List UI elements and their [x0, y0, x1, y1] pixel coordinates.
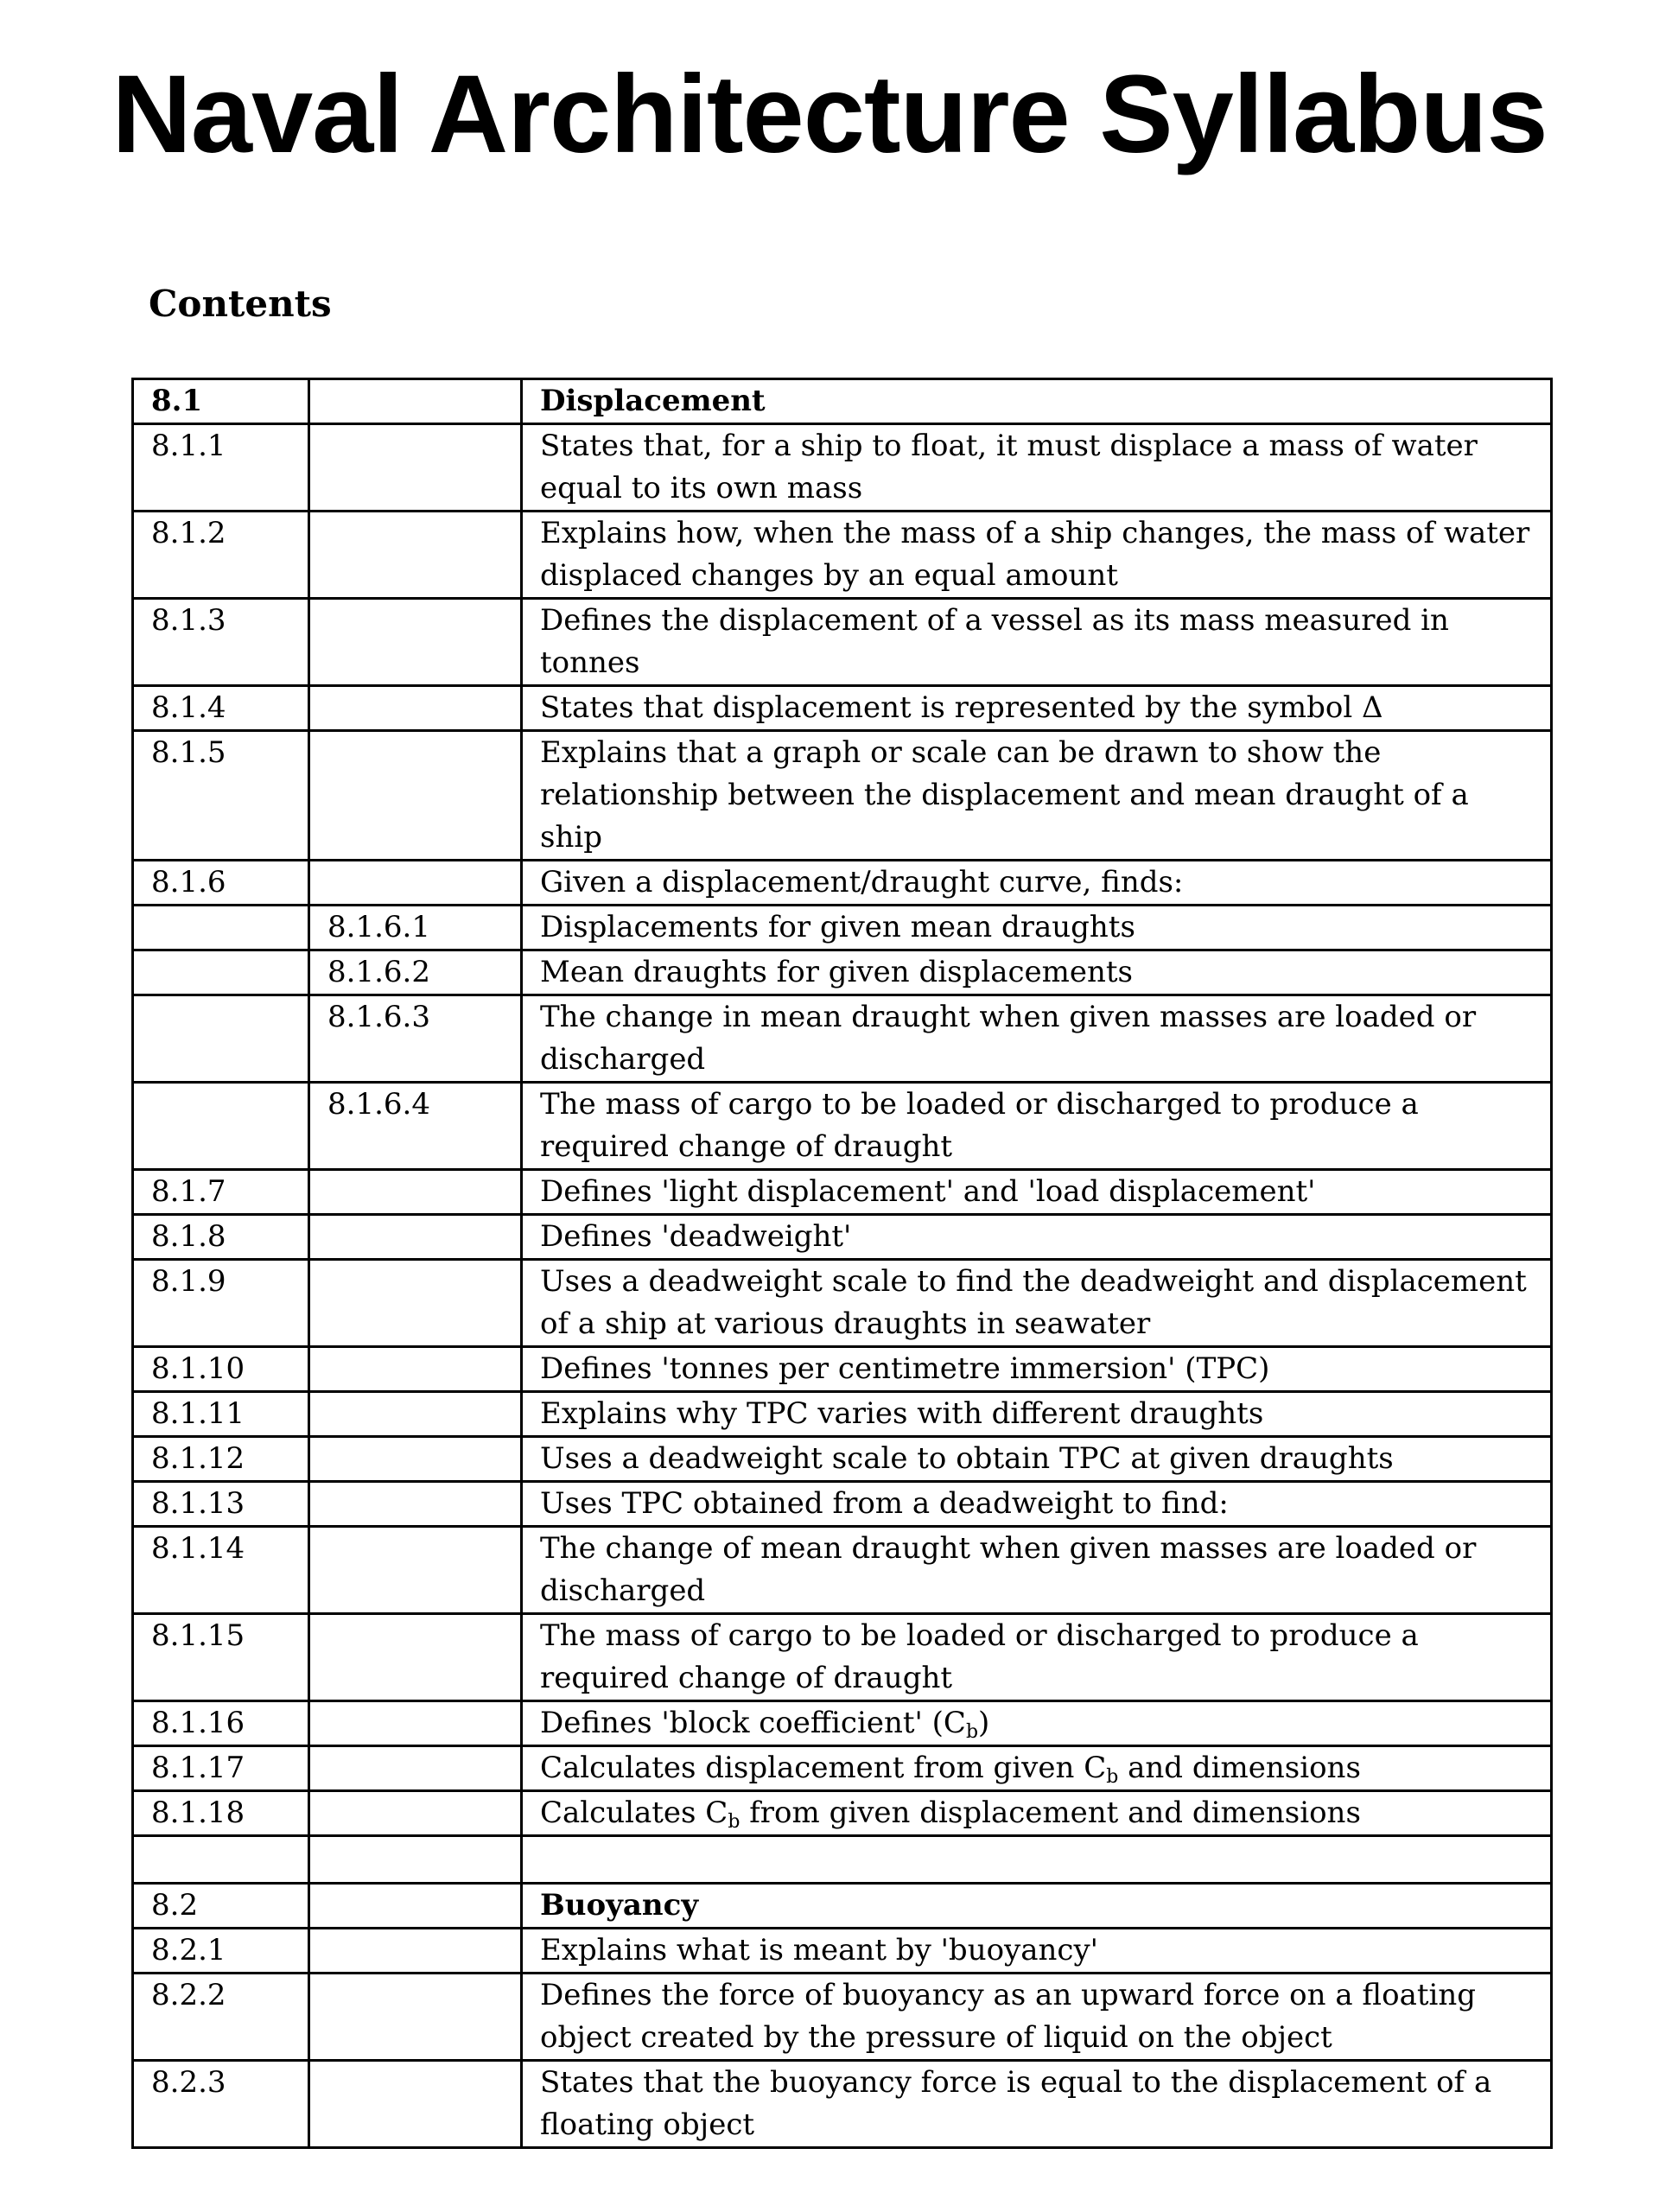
syllabus-item-text: States that displacement is represented by the symbol Δ — [522, 686, 1552, 731]
table-row — [133, 1974, 1552, 2061]
subsection-number — [309, 1701, 522, 1746]
table-row — [133, 861, 1552, 906]
table-row — [133, 1884, 1552, 1929]
section-number: 8.1.4 — [133, 686, 309, 731]
subsection-number — [309, 1974, 522, 2061]
syllabus-item-text: Displacement — [522, 379, 1552, 424]
subsection-number — [309, 1482, 522, 1527]
section-number: 8.2.1 — [133, 1929, 309, 1974]
syllabus-item-text: Explains what is meant by 'buoyancy' — [522, 1929, 1552, 1974]
table-row — [133, 424, 1552, 512]
section-number: 8.1.12 — [133, 1437, 309, 1482]
table-row — [133, 599, 1552, 686]
table-row — [133, 686, 1552, 731]
syllabus-item-text: Explains why TPC varies with different draughts — [522, 1392, 1552, 1437]
subsection-number — [309, 379, 522, 424]
table-row — [133, 2061, 1552, 2148]
subsection-number — [309, 686, 522, 731]
subsection-number: 8.1.6.1 — [309, 906, 522, 950]
syllabus-item-text: The mass of cargo to be loaded or discharged to produce a required change of draught — [522, 1083, 1552, 1170]
section-number: 8.1.11 — [133, 1392, 309, 1437]
subscript: b — [1106, 1766, 1119, 1788]
subsection-number — [309, 1836, 522, 1884]
syllabus-item-text: Defines 'tonnes per centimetre immersion' (TPC) — [522, 1347, 1552, 1392]
text-part: Defines 'block coefficient' (C — [540, 1706, 966, 1740]
subscript: b — [728, 1811, 741, 1833]
syllabus-item-text: Defines 'deadweight' — [522, 1215, 1552, 1260]
syllabus-item-text: The mass of cargo to be loaded or discharged to produce a required change of draught — [522, 1614, 1552, 1701]
subsection-number — [309, 1347, 522, 1392]
section-number — [133, 950, 309, 995]
syllabus-table-body — [133, 379, 1552, 2148]
section-number: 8.1.1 — [133, 424, 309, 512]
table-row — [133, 1260, 1552, 1347]
subsection-number — [309, 1746, 522, 1791]
table-row — [133, 512, 1552, 599]
syllabus-item-text: States that, for a ship to float, it must displace a mass of water equal to its own mass — [522, 424, 1552, 512]
section-number — [133, 906, 309, 950]
subsection-number — [309, 1884, 522, 1929]
section-number: 8.1.3 — [133, 599, 309, 686]
subsection-number — [309, 1437, 522, 1482]
subsection-number — [309, 861, 522, 906]
syllabus-item-text: Displacements for given mean draughts — [522, 906, 1552, 950]
contents-heading: Contents — [149, 283, 332, 325]
subsection-number: 8.1.6.3 — [309, 995, 522, 1083]
subsection-number — [309, 2061, 522, 2148]
text-part: from given displacement and dimensions — [740, 1796, 1361, 1830]
syllabus-item-text: The change of mean draught when given masses are loaded or discharged — [522, 1527, 1552, 1614]
section-number: 8.2.2 — [133, 1974, 309, 2061]
text-part: and dimensions — [1118, 1751, 1361, 1785]
syllabus-item-text: Given a displacement/draught curve, finds: — [522, 861, 1552, 906]
section-number: 8.1.2 — [133, 512, 309, 599]
table-row — [133, 731, 1552, 861]
table-row — [133, 1746, 1552, 1791]
syllabus-item-text — [522, 1746, 1552, 1791]
section-number: 8.1.9 — [133, 1260, 309, 1347]
section-number: 8.1.6 — [133, 861, 309, 906]
table-row — [133, 1791, 1552, 1836]
syllabus-item-text: Defines 'light displacement' and 'load displacement' — [522, 1170, 1552, 1215]
subsection-number — [309, 512, 522, 599]
section-number: 8.1.17 — [133, 1746, 309, 1791]
table-row — [133, 1215, 1552, 1260]
syllabus-item-text: Uses TPC obtained from a deadweight to find: — [522, 1482, 1552, 1527]
subsection-number: 8.1.6.4 — [309, 1083, 522, 1170]
section-number: 8.1.18 — [133, 1791, 309, 1836]
syllabus-item-text: Explains how, when the mass of a ship changes, the mass of water displaced changes by an equal amount — [522, 512, 1552, 599]
section-number: 8.1.7 — [133, 1170, 309, 1215]
syllabus-item-text: Buoyancy — [522, 1884, 1552, 1929]
syllabus-item-text — [522, 1836, 1552, 1884]
subsection-number: 8.1.6.2 — [309, 950, 522, 995]
table-row — [133, 1392, 1552, 1437]
section-number: 8.2 — [133, 1884, 309, 1929]
syllabus-item-text: Uses a deadweight scale to find the deadweight and displacement of a ship at various draughts in seawater — [522, 1260, 1552, 1347]
section-number: 8.1.15 — [133, 1614, 309, 1701]
table-row — [133, 995, 1552, 1083]
subsection-number — [309, 1215, 522, 1260]
syllabus-item-text: States that the buoyancy force is equal to the displacement of a floating object — [522, 2061, 1552, 2148]
syllabus-item-text: Uses a deadweight scale to obtain TPC at given draughts — [522, 1437, 1552, 1482]
subsection-number — [309, 731, 522, 861]
table-row — [133, 1614, 1552, 1701]
section-number — [133, 995, 309, 1083]
subsection-number — [309, 424, 522, 512]
subsection-number — [309, 1614, 522, 1701]
table-row — [133, 1527, 1552, 1614]
table-row — [133, 1347, 1552, 1392]
section-number: 8.1.8 — [133, 1215, 309, 1260]
text-part: ) — [978, 1706, 990, 1740]
syllabus-item-text: The change in mean draught when given masses are loaded or discharged — [522, 995, 1552, 1083]
syllabus-item-text: Defines the force of buoyancy as an upward force on a floating object created by the pressure of liquid on the object — [522, 1974, 1552, 2061]
section-number: 8.1.16 — [133, 1701, 309, 1746]
table-row — [133, 1170, 1552, 1215]
section-number: 8.2.3 — [133, 2061, 309, 2148]
syllabus-item-text: Explains that a graph or scale can be drawn to show the relationship between the displacement and mean draught of a ship — [522, 731, 1552, 861]
table-row — [133, 379, 1552, 424]
section-number — [133, 1836, 309, 1884]
section-number: 8.1.13 — [133, 1482, 309, 1527]
section-number — [133, 1083, 309, 1170]
subsection-number — [309, 1392, 522, 1437]
section-number: 8.1 — [133, 379, 309, 424]
subsection-number — [309, 1260, 522, 1347]
table-row — [133, 1083, 1552, 1170]
subsection-number — [309, 1170, 522, 1215]
section-number: 8.1.10 — [133, 1347, 309, 1392]
table-row — [133, 1701, 1552, 1746]
syllabus-item-text — [522, 1791, 1552, 1836]
table-row — [133, 950, 1552, 995]
syllabus-item-text — [522, 1701, 1552, 1746]
page-title: Naval Architecture Syllabus — [111, 53, 1548, 176]
syllabus-table — [131, 378, 1553, 2149]
table-row — [133, 1929, 1552, 1974]
table-row — [133, 1437, 1552, 1482]
subsection-number — [309, 1791, 522, 1836]
table-row — [133, 906, 1552, 950]
syllabus-item-text: Mean draughts for given displacements — [522, 950, 1552, 995]
text-part: Calculates displacement from given C — [540, 1751, 1107, 1785]
syllabus-item-text: Defines the displacement of a vessel as its mass measured in tonnes — [522, 599, 1552, 686]
table-row — [133, 1482, 1552, 1527]
table-row — [133, 1836, 1552, 1884]
section-number: 8.1.5 — [133, 731, 309, 861]
text-part: Calculates C — [540, 1796, 728, 1830]
subsection-number — [309, 1929, 522, 1974]
section-number: 8.1.14 — [133, 1527, 309, 1614]
subsection-number — [309, 599, 522, 686]
subsection-number — [309, 1527, 522, 1614]
subscript: b — [965, 1721, 979, 1743]
